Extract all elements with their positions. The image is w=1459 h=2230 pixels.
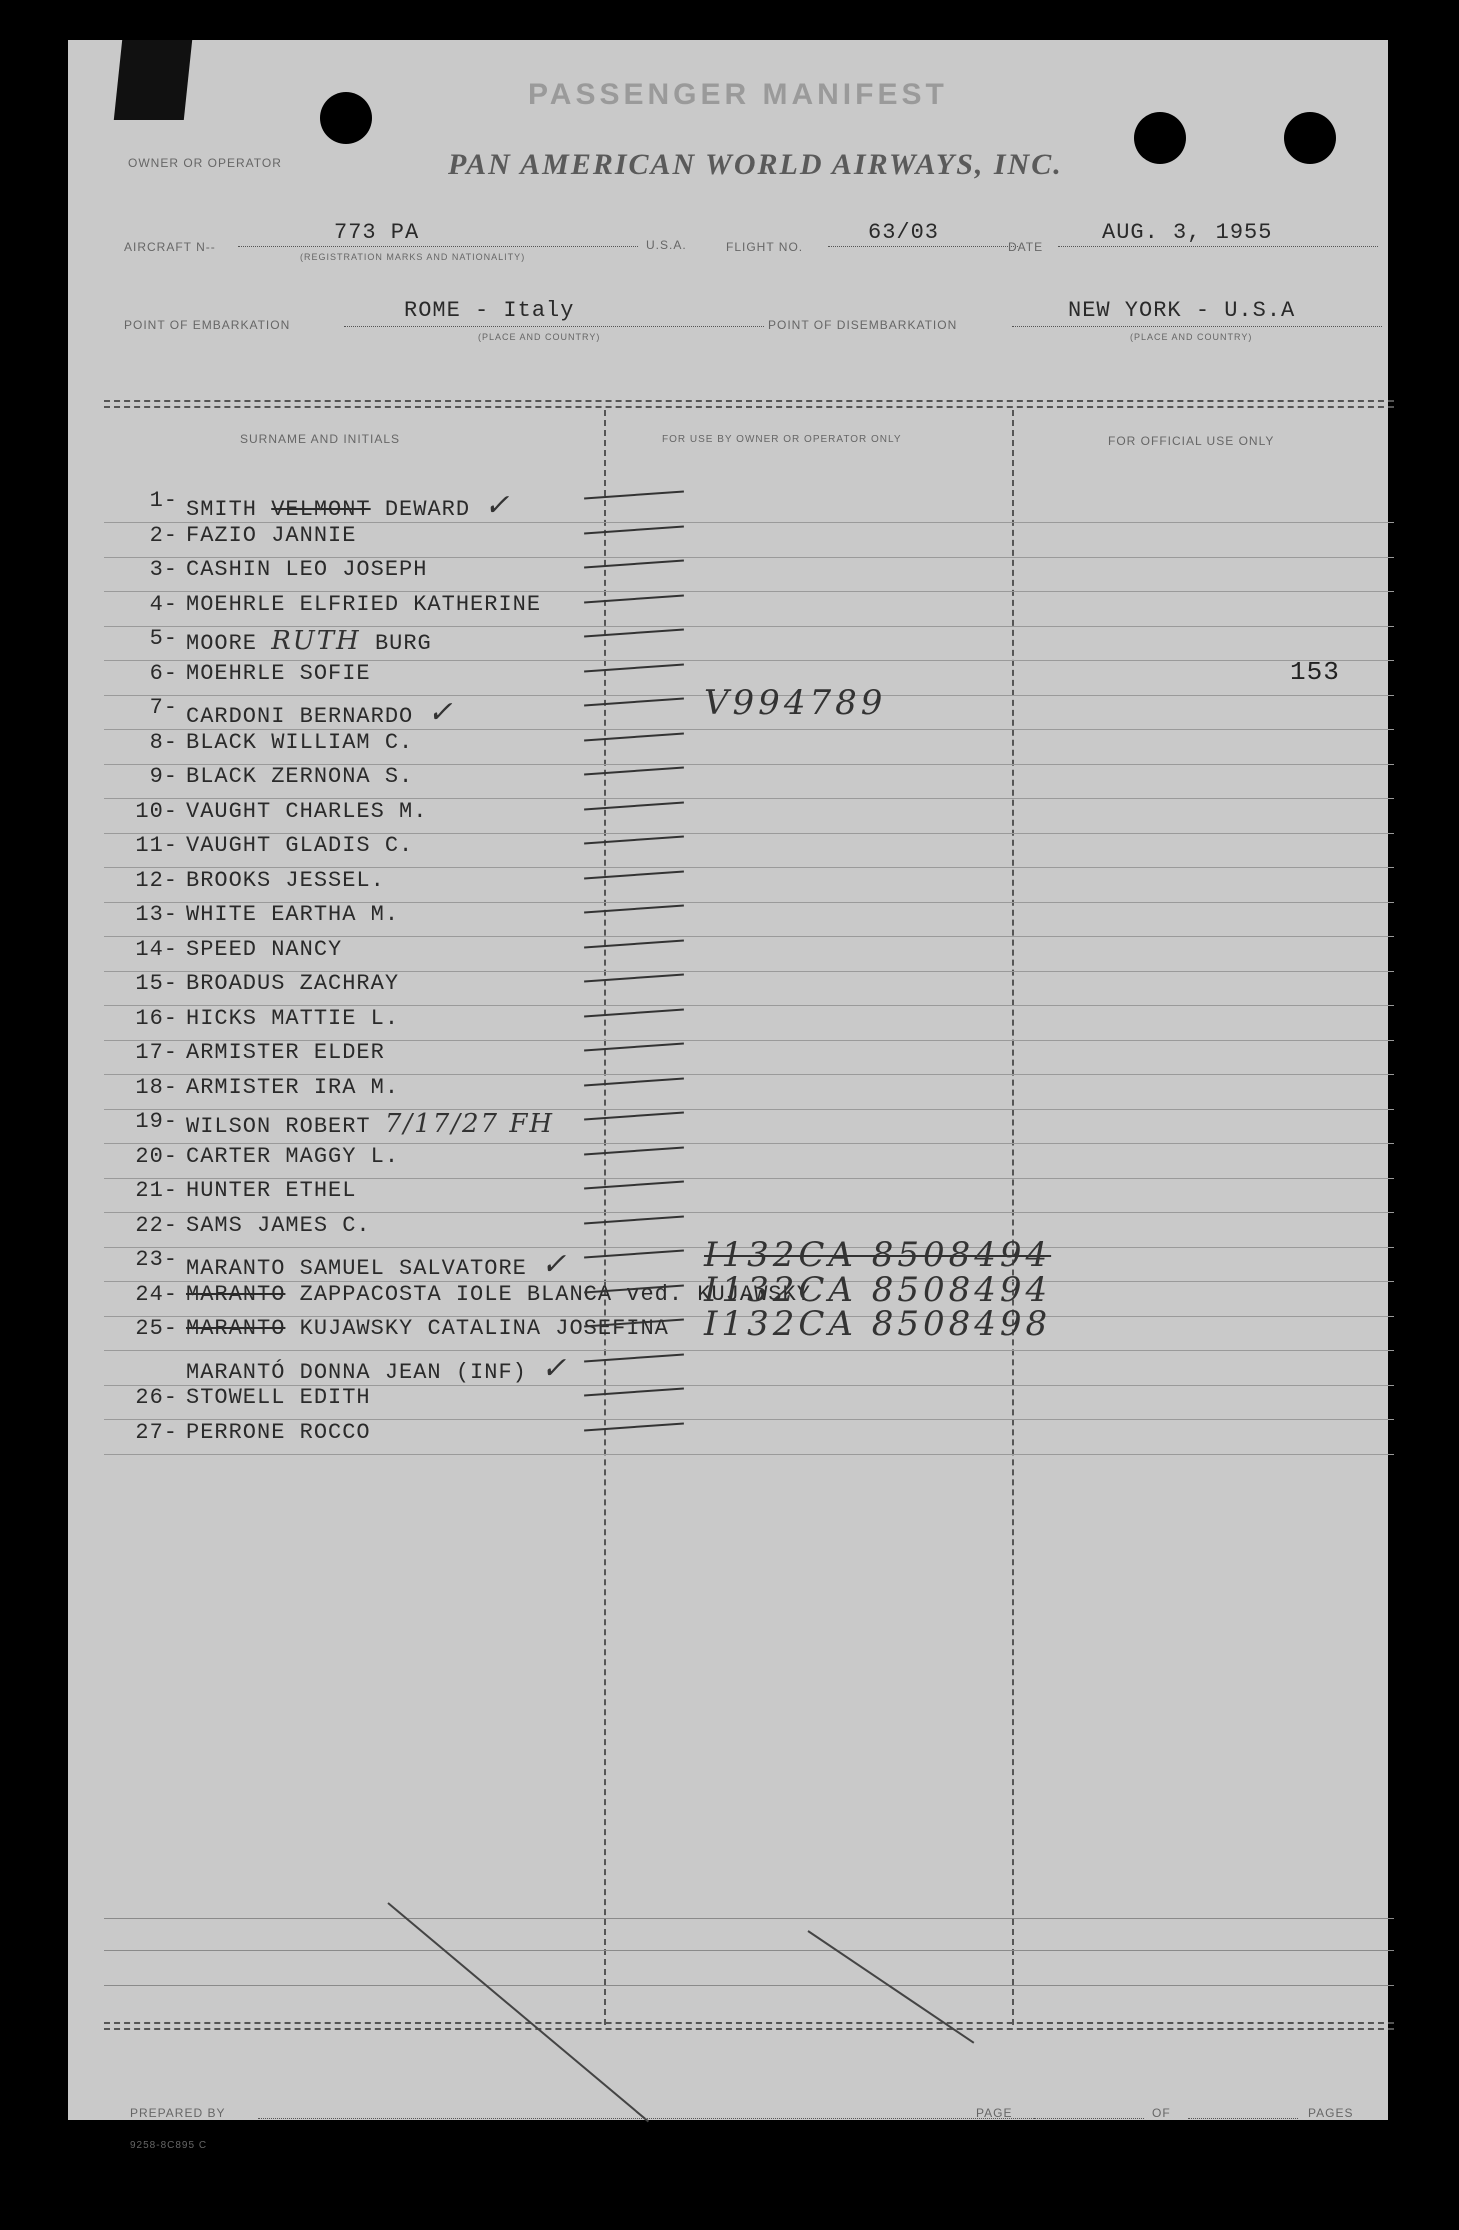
cancel-stroke [807, 1930, 974, 2043]
passenger-surname: BROOKS JESSEL. [186, 868, 385, 893]
passenger-number: 20- [135, 1144, 178, 1169]
operator-dash-mark [584, 1181, 684, 1190]
embark-sublabel: (PLACE AND COUNTRY) [478, 332, 601, 342]
embark-label: POINT OF EMBARKATION [124, 318, 291, 332]
passenger-number: 8- [149, 730, 178, 755]
passenger-surname: SPEED NANCY [186, 937, 343, 962]
passenger-surname: BROADUS ZACHRAY [186, 971, 400, 996]
passenger-name [186, 937, 342, 962]
handwritten-note: 7/17/27 FH [384, 1109, 555, 1139]
passenger-number: 13- [135, 902, 178, 927]
passenger-given-name: BURG [374, 631, 432, 656]
cancel-stroke [387, 1902, 649, 2122]
passenger-number: 6- [149, 661, 178, 686]
passenger-surname: MOEHRLE SOFIE [186, 661, 371, 686]
operator-dash-mark [584, 767, 684, 776]
passenger-surname: MOORE [186, 631, 258, 656]
operator-dash-mark [584, 1216, 684, 1225]
passenger-surname: MARANTÓ DONNA JEAN (INF) [186, 1360, 527, 1385]
punch-hole [1284, 112, 1336, 164]
passenger-number: 9- [149, 764, 178, 789]
passenger-surname: WHITE EARTHA M. [186, 902, 400, 927]
passenger-surname: HUNTER ETHEL [186, 1178, 357, 1203]
aircraft-sublabel: (REGISTRATION MARKS AND NATIONALITY) [300, 252, 526, 262]
date-label: DATE [1008, 240, 1044, 254]
operator-dash-mark [584, 526, 684, 535]
passenger-number: 24- [135, 1282, 178, 1307]
passenger-surname: PERRONE ROCCO [186, 1420, 371, 1445]
passenger-given-name: DEWARD [384, 497, 471, 522]
struck-text: MARANTO [186, 1316, 286, 1341]
passenger-surname: SMITH [186, 497, 258, 522]
operator-entry: I132CA 8508494 [704, 1270, 1052, 1310]
passenger-surname: ARMISTER ELDER [186, 1040, 385, 1065]
passenger-number: 7- [149, 695, 178, 720]
passenger-name [186, 626, 432, 656]
column-header-surname: SURNAME AND INITIALS [240, 432, 401, 446]
passenger-number: 11- [135, 833, 178, 858]
aircraft-value: 773 PA [334, 220, 420, 245]
passenger-number: 27- [135, 1420, 178, 1445]
passenger-name [186, 661, 371, 686]
passenger-name [186, 592, 541, 617]
passenger-name [186, 730, 413, 755]
passenger-row [104, 1412, 1394, 1462]
passenger-number: 15- [135, 971, 178, 996]
passenger-surname: ARMISTER IRA M. [186, 1075, 400, 1100]
operator-dash-mark [584, 1354, 684, 1363]
passenger-name [186, 971, 399, 996]
operator-dash-mark [584, 560, 684, 569]
operator-dash-mark [584, 1147, 684, 1156]
operator-dash-mark [584, 491, 684, 500]
disembark-sublabel: (PLACE AND COUNTRY) [1130, 332, 1253, 342]
operator-dash-mark [584, 940, 684, 949]
passenger-name [186, 1213, 371, 1238]
passenger-number: 18- [135, 1075, 178, 1100]
passenger-surname: SAMS JAMES C. [186, 1213, 371, 1238]
punch-hole [320, 92, 372, 144]
checkmark-icon: ✓ [541, 1351, 571, 1386]
operator-dash-mark [584, 595, 684, 604]
operator-dash-mark [584, 1388, 684, 1397]
checkmark-icon: ✓ [541, 1247, 571, 1282]
passenger-surname: BLACK WILLIAM C. [186, 730, 414, 755]
disembark-value: NEW YORK - U.S.A [1068, 298, 1296, 323]
operator-dash-mark [584, 698, 684, 707]
struck-text: MARANTO [186, 1282, 286, 1307]
operator-dash-mark [584, 905, 684, 914]
passenger-name [186, 1178, 356, 1203]
passenger-surname: MOEHRLE ELFRIED KATHERINE [186, 592, 542, 617]
prepared-by-label: PREPARED BY [130, 2106, 226, 2120]
date-value: AUG. 3, 1955 [1102, 220, 1273, 245]
pages-label: PAGES [1308, 2106, 1354, 2120]
operator-dash-mark [584, 629, 684, 638]
passenger-surname: CARTER MAGGY L. [186, 1144, 400, 1169]
passenger-surname: HICKS MATTIE L. [186, 1006, 400, 1031]
form-code: 9258-8C895 C [130, 2140, 208, 2151]
of-label: OF [1152, 2106, 1171, 2120]
passenger-name [186, 1316, 669, 1341]
passenger-surname: VAUGHT GLADIS C. [186, 833, 414, 858]
passenger-name [186, 902, 399, 927]
passenger-number: 3- [149, 557, 178, 582]
usa-label: U.S.A. [646, 238, 687, 252]
passenger-name [186, 1109, 554, 1139]
owner-label: OWNER OR OPERATOR [128, 156, 282, 170]
passenger-number: 26- [135, 1385, 178, 1410]
form-title: PASSENGER MANIFEST [528, 78, 948, 111]
passenger-number: 12- [135, 868, 178, 893]
passenger-surname: BLACK ZERNONA S. [186, 764, 414, 789]
passenger-number: 25- [135, 1316, 178, 1341]
airline-name: PAN AMERICAN WORLD AIRWAYS, INC. [448, 148, 1063, 181]
disembark-label: POINT OF DISEMBARKATION [768, 318, 958, 332]
passenger-name [186, 557, 427, 582]
passenger-number: 21- [135, 1178, 178, 1203]
operator-dash-mark [584, 1250, 684, 1259]
passenger-surname: KUJAWSKY CATALINA JOSEFINA [299, 1316, 669, 1341]
passenger-surname: CARDONI BERNARDO [186, 704, 414, 729]
passenger-surname: CASHIN LEO JOSEPH [186, 557, 428, 582]
operator-entry: I132CA 8508498 [704, 1304, 1052, 1344]
operator-dash-mark [584, 1009, 684, 1018]
operator-dash-mark [584, 802, 684, 811]
operator-entry-struck: I132CA 8508494 [704, 1235, 1052, 1275]
passenger-number: 14- [135, 937, 178, 962]
passenger-name [186, 1006, 399, 1031]
embark-value: ROME - Italy [404, 298, 575, 323]
passenger-surname: STOWELL EDITH [186, 1385, 371, 1410]
struck-text: VELMONT [271, 497, 371, 522]
passenger-name [186, 868, 385, 893]
passenger-surname: FAZIO JANNIE [186, 523, 357, 548]
passenger-surname: ZAPPACOSTA IOLE BLANCA ved. KUJAWSKY [299, 1282, 811, 1307]
passenger-number: 19- [135, 1109, 178, 1134]
operator-dash-mark [584, 1078, 684, 1087]
passenger-name [186, 1144, 399, 1169]
passenger-number: 1- [149, 488, 178, 513]
column-header-operator: FOR USE BY OWNER OR OPERATOR ONLY [662, 434, 902, 445]
operator-dash-mark [584, 664, 684, 673]
aircraft-label: AIRCRAFT N-- [124, 240, 216, 254]
column-header-official: FOR OFFICIAL USE ONLY [1108, 434, 1275, 448]
handwritten-note: RUTH [271, 626, 361, 656]
passenger-name [186, 523, 356, 548]
operator-dash-mark [584, 974, 684, 983]
passenger-name [186, 1385, 371, 1410]
operator-dash-mark [584, 1423, 684, 1432]
operator-dash-mark [584, 836, 684, 845]
passenger-number: 17- [135, 1040, 178, 1065]
operator-dash-mark [584, 871, 684, 880]
flight-label: FLIGHT NO. [726, 240, 804, 254]
passenger-name [186, 833, 413, 858]
passenger-number: 2- [149, 523, 178, 548]
flight-value: 63/03 [868, 220, 940, 245]
operator-dash-mark [584, 1112, 684, 1121]
passenger-surname: VAUGHT CHARLES M. [186, 799, 428, 824]
official-entry: 153 [1290, 657, 1340, 687]
passenger-number: 16- [135, 1006, 178, 1031]
checkmark-icon: ✓ [427, 695, 457, 730]
manifest-sheet [68, 40, 1388, 2151]
punch-hole [1134, 112, 1186, 164]
passenger-number: 23- [135, 1247, 178, 1272]
operator-dash-mark [584, 733, 684, 742]
operator-entry: V994789 [704, 683, 887, 723]
passenger-name [186, 799, 427, 824]
checkmark-icon: ✓ [484, 488, 514, 523]
passenger-surname: WILSON ROBERT [186, 1114, 371, 1139]
passenger-name [186, 1075, 399, 1100]
passenger-name [186, 764, 413, 789]
redaction-mark [114, 40, 192, 120]
passenger-number: 22- [135, 1213, 178, 1238]
passenger-name [186, 1420, 371, 1445]
passenger-name [186, 1040, 385, 1065]
operator-dash-mark [584, 1043, 684, 1052]
passenger-surname: MARANTO SAMUEL SALVATORE [186, 1256, 527, 1281]
passenger-number: 10- [135, 799, 178, 824]
passenger-number: 4- [149, 592, 178, 617]
page-label: PAGE [976, 2106, 1013, 2120]
passenger-number: 5- [149, 626, 178, 651]
